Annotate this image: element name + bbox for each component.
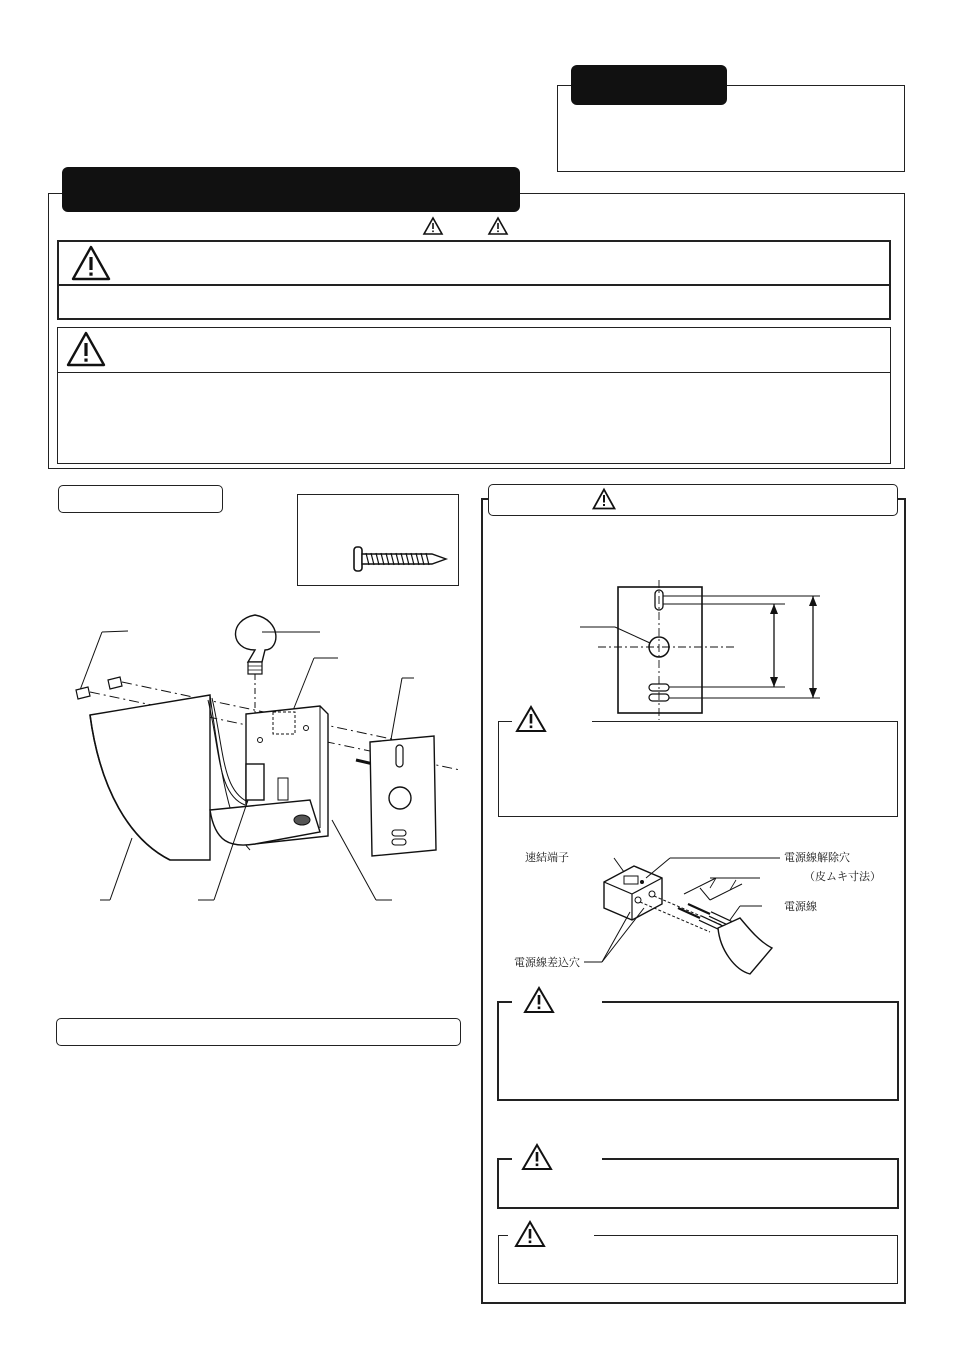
warning-triangle-icon (423, 217, 443, 235)
warning-triangle-icon (488, 217, 508, 235)
light-bulb-icon (235, 615, 275, 674)
power-cord-label: 電源線 (784, 900, 817, 913)
warning-header (57, 240, 891, 286)
note-box-2 (497, 1001, 899, 1101)
warning-triangle-icon (521, 1143, 553, 1171)
warning-triangle-icon (515, 705, 547, 733)
safety-section-title-tab (62, 167, 520, 212)
warning-body (57, 284, 891, 320)
warning-triangle-icon (66, 331, 106, 367)
wiring-heading (488, 484, 898, 516)
fixture-exploded-diagram (70, 610, 450, 910)
insertion-hole-label: 電源線差込穴 (514, 956, 580, 969)
warning-triangle-icon (71, 245, 111, 281)
warning-triangle-icon (514, 1220, 546, 1248)
caution-body (57, 372, 891, 464)
installation-heading (56, 1018, 461, 1046)
connector-label: 速結端子 (525, 851, 569, 864)
warning-triangle-icon (592, 488, 616, 510)
strip-length-label: （皮ムキ寸法） (804, 870, 881, 883)
screw-icon (350, 545, 450, 573)
warning-triangle-icon (523, 986, 555, 1014)
mounting-plate-diagram (560, 580, 840, 720)
release-hole-label: 電源線解除穴 (784, 851, 850, 864)
parts-heading (58, 485, 223, 513)
caution-header (57, 327, 891, 373)
notice-box-title-tab (571, 65, 727, 105)
